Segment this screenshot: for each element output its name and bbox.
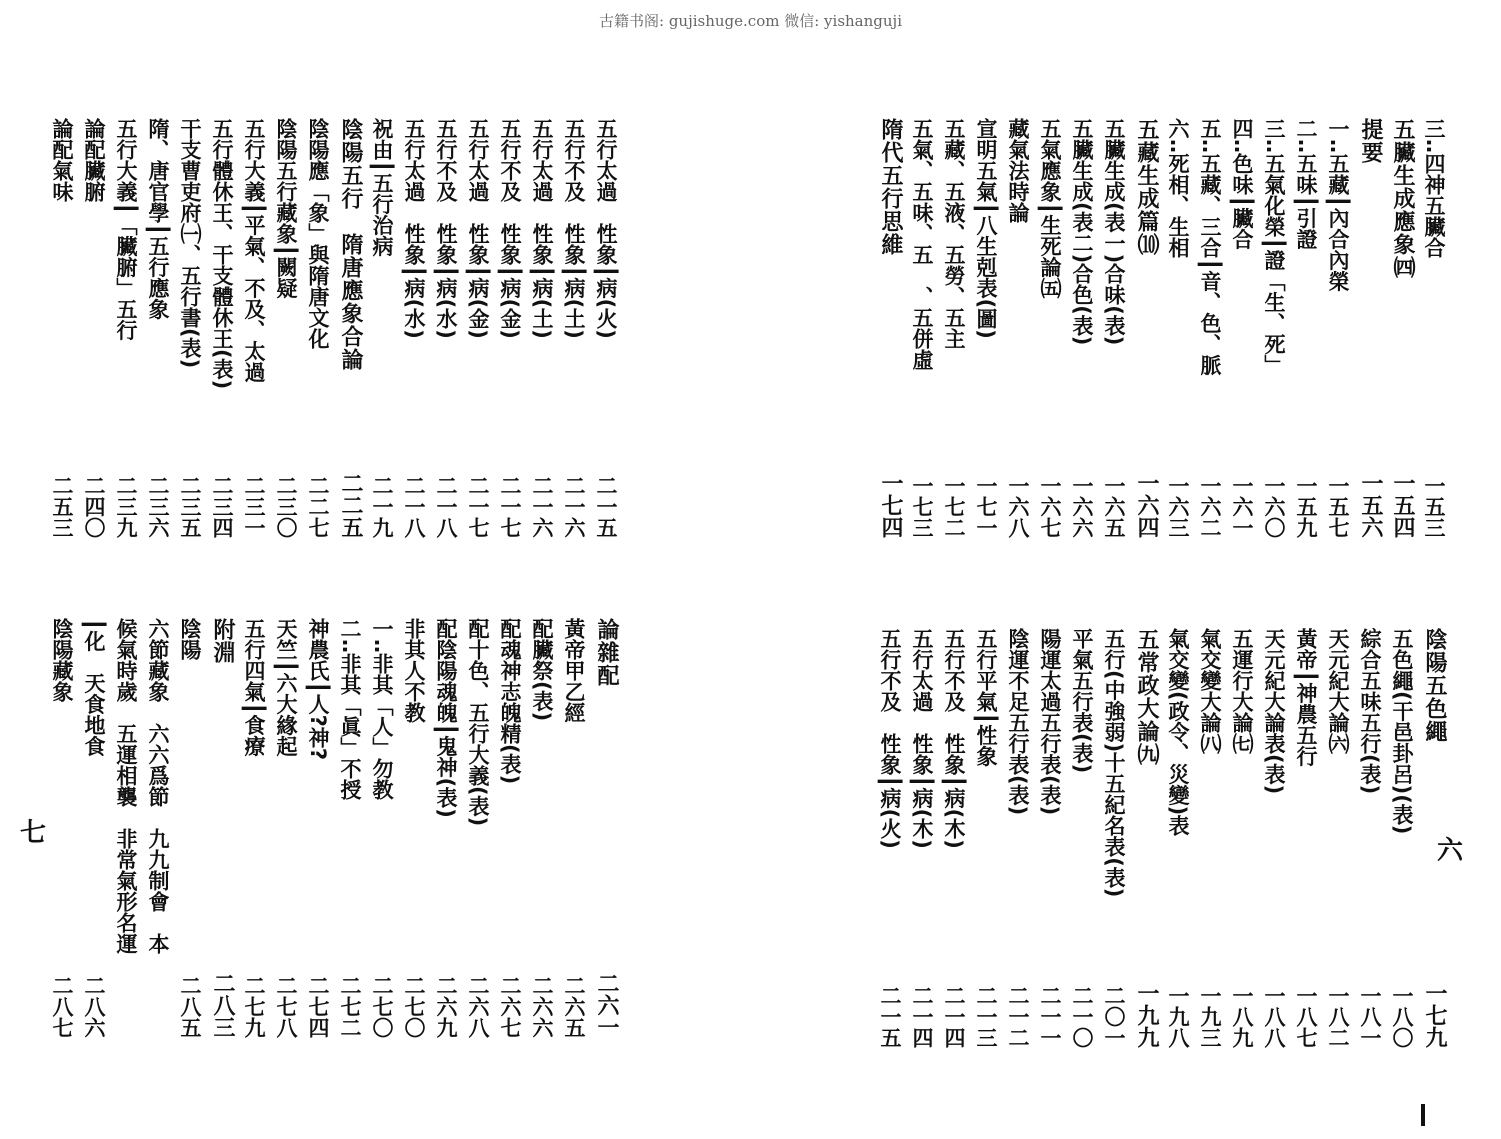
toc-entry-page: 二七九: [242, 975, 266, 1038]
toc-entry-title: 藏氣法時論: [1006, 118, 1030, 223]
toc-entry: [302, 618, 334, 1038]
toc-entry-title: 隋代五行思維: [878, 118, 903, 256]
toc-entry-title: 四‥色味┃臟合: [1230, 118, 1254, 250]
toc-entry: [1226, 118, 1258, 538]
toc-entry-title: 五行太過 性象┃病(金): [466, 118, 490, 339]
toc-entry-title: 五氣、五味、五 、五併虛: [910, 118, 934, 370]
toc-entry: [430, 118, 462, 538]
toc-entry-page: 一九三: [1198, 985, 1222, 1048]
toc-entry: [366, 618, 398, 1038]
toc-entry-page: 一六〇: [1262, 475, 1286, 538]
toc-entry: [270, 118, 302, 538]
toc-entry: [558, 618, 590, 1038]
toc-entry-page: 二一二: [1006, 985, 1030, 1048]
toc-entry-title: 五行四氣┃食療: [242, 618, 266, 757]
toc-entry-page: 二三五: [178, 475, 202, 538]
toc-entry: [1354, 628, 1386, 1048]
toc-entry-page: 一六二: [1198, 475, 1222, 538]
toc-entry-title: 平氣五行表(表): [1070, 628, 1094, 774]
toc-entry: [1034, 628, 1066, 1048]
toc-entry-page: 二一八: [434, 475, 458, 538]
toc-entry-title: 五‥五藏、三合┃音、色、脈: [1198, 118, 1222, 376]
toc-entry: [970, 118, 1002, 538]
toc-entry-title: 五行(中強弱)十五紀名表(表): [1102, 628, 1126, 898]
toc-entry: [1034, 118, 1066, 538]
toc-entry-title: 陽運太過五行表(表): [1038, 628, 1062, 816]
toc-entry-title: 五行大義┃平氣、不及、太過: [242, 118, 266, 383]
toc-entry-page: 一七四: [878, 472, 903, 538]
toc-entry-page: 二八七: [50, 975, 74, 1038]
toc-entry-page: 二三六: [146, 475, 170, 538]
toc-entry: [526, 118, 558, 538]
toc-entry-page: 一九八: [1166, 985, 1190, 1048]
toc-left-bottom: [46, 618, 622, 1038]
toc-entry-title: 隋、唐官學┃五行應象: [146, 118, 170, 320]
toc-entry-title: 配魂神志魄精(表): [498, 618, 522, 785]
toc-entry: [46, 618, 78, 1038]
toc-entry: [270, 618, 302, 1038]
toc-entry-title: 五運行大論㈦: [1230, 628, 1254, 754]
toc-entry: [1322, 118, 1354, 538]
toc-entry-page: 二八六: [82, 975, 106, 1038]
toc-entry-page: 二一〇: [1070, 985, 1094, 1048]
toc-entry: [1002, 628, 1034, 1048]
toc-entry-title: 天元紀大論表(表): [1262, 628, 1286, 795]
toc-entry-page: 一八〇: [1390, 985, 1414, 1048]
toc-entry-title: 黃帝┃神農五行: [1294, 628, 1318, 767]
toc-entry-title: 論雜配: [594, 618, 619, 687]
toc-entry: [526, 618, 558, 1038]
toc-entry-title: 五行太過 性象┃病(火): [594, 118, 618, 339]
toc-entry: [238, 118, 270, 538]
toc-entry: [110, 618, 142, 1038]
toc-entry: [1098, 628, 1130, 1048]
toc-entry-page: 一五九: [1294, 475, 1318, 538]
toc-entry-page: 一五七: [1326, 475, 1350, 538]
toc-entry-page: 一六六: [1070, 475, 1094, 538]
toc-entry: [462, 618, 494, 1038]
toc-entry-page: 二七八: [274, 975, 298, 1038]
toc-entry-title: 論配臟腑: [82, 118, 106, 202]
toc-entry-page: 一六三: [1166, 475, 1190, 538]
toc-entry-page: 一六一: [1230, 475, 1254, 538]
toc-entry: [238, 618, 270, 1038]
toc-entry-page: 二六九: [434, 975, 458, 1038]
toc-entry-title: 五臟生成應象㈣: [1390, 118, 1415, 279]
toc-entry-page: 二六五: [562, 975, 586, 1038]
toc-entry-title: 候氣時歲 五運相襲 非常氣形名運: [114, 618, 138, 954]
page-number-left: 七: [20, 818, 47, 848]
toc-entry: [938, 628, 970, 1048]
toc-entry-title: 論配氣味: [50, 118, 74, 202]
toc-entry-title: 五行太過 性象┃病(水): [402, 118, 426, 339]
toc-entry-page: 二七〇: [402, 975, 426, 1038]
toc-entry-page: 二七〇: [370, 975, 394, 1038]
toc-entry-page: 二一六: [562, 475, 586, 538]
toc-entry: [206, 118, 238, 538]
toc-entry-title: 非其人不教: [402, 618, 426, 723]
toc-entry: [1194, 628, 1226, 1048]
toc-entry-page: 二一四: [942, 985, 966, 1048]
toc-entry-title: 陰陽藏象: [50, 618, 74, 702]
toc-entry-page: 一八八: [1262, 985, 1286, 1048]
toc-entry-title: 五行不及 性象┃病(木): [942, 628, 966, 849]
toc-left-top: [46, 118, 622, 538]
toc-entry-page: 二六七: [498, 975, 522, 1038]
toc-entry: [110, 118, 142, 538]
toc-entry: [398, 118, 430, 538]
toc-entry-title: 五行不及 性象┃病(水): [434, 118, 458, 339]
toc-entry-page: 二一八: [402, 475, 426, 538]
toc-entry-page: 二六一: [594, 972, 619, 1038]
toc-entry: [1226, 628, 1258, 1048]
toc-entry: [1258, 628, 1290, 1048]
toc-entry-page: 一六八: [1006, 475, 1030, 538]
toc-entry-title: 陰陽: [178, 618, 202, 660]
toc-entry: [1194, 118, 1226, 538]
toc-entry: [1322, 628, 1354, 1048]
toc-entry-page: 二三九: [114, 475, 138, 538]
toc-right-bottom: [874, 628, 1450, 1048]
toc-entry: [1162, 118, 1194, 538]
toc-entry: [78, 118, 110, 538]
toc-entry: [1098, 118, 1130, 538]
toc-entry: [1290, 628, 1322, 1048]
toc-entry-page: 二六八: [466, 975, 490, 1038]
toc-entry-title: 二‥五味┃引證: [1294, 118, 1318, 250]
toc-entry-page: 一七一: [974, 475, 998, 538]
toc-entry-title: 陰陽五色繩: [1422, 628, 1447, 743]
toc-entry-page: 二一一: [1038, 985, 1062, 1048]
toc-entry-title: 五行太過 性象┃病(土): [530, 118, 554, 339]
toc-entry: [1066, 628, 1098, 1048]
toc-entry-title: 五臟生成(表一)合味(表): [1102, 118, 1126, 346]
toc-entry-page: 二三四: [210, 475, 234, 538]
toc-entry: [1130, 628, 1162, 1048]
toc-entry-title: 一‥五藏┃內合內榮: [1326, 118, 1350, 292]
toc-entry-title: 六節藏象 六六爲節 九九制會 本: [146, 618, 170, 954]
toc-entry-title: 五行不及 性象┃病(火): [878, 628, 902, 849]
toc-right-top: [874, 118, 1450, 538]
toc-entry-page: 二四〇: [82, 475, 106, 538]
page-edge-mark: [1421, 1104, 1425, 1126]
toc-entry-page: 一八一: [1358, 985, 1382, 1048]
toc-entry: [558, 118, 590, 538]
toc-entry-page: 二七二: [338, 975, 362, 1038]
toc-entry-page: 一八七: [1294, 985, 1318, 1048]
toc-entry-page: 二一三: [974, 985, 998, 1048]
toc-entry-title: 五行太過 性象┃病(木): [910, 628, 934, 849]
toc-entry-title: 五藏生成篇⑽: [1134, 118, 1159, 256]
toc-entry: [494, 618, 526, 1038]
toc-entry: [142, 118, 174, 538]
toc-entry-page: 二五三: [50, 475, 74, 538]
toc-entry: [1130, 118, 1162, 538]
toc-entry: [590, 618, 622, 1038]
toc-entry-title: 六‥死相、生相: [1166, 118, 1190, 259]
toc-entry-page: 一七三: [910, 475, 934, 538]
toc-entry-page: 二二五: [338, 472, 363, 538]
toc-entry-page: 一八二: [1326, 985, 1350, 1048]
toc-entry-title: 五色繩(干邑卦呂)(表): [1390, 628, 1414, 835]
toc-entry-page: 二三〇: [274, 475, 298, 538]
toc-entry: [874, 118, 906, 538]
toc-entry: [1066, 118, 1098, 538]
toc-entry-page: 二一六: [530, 475, 554, 538]
toc-entry: [494, 118, 526, 538]
toc-entry-title: 五行平氣┃性象: [974, 628, 998, 767]
toc-entry-page: 二一四: [910, 985, 934, 1048]
toc-entry-title: 氣交變大論㈧: [1198, 628, 1222, 754]
toc-entry-title: 陰陽五行藏象┃闕疑: [274, 118, 298, 299]
toc-entry-title: 神農氏┃人?神?: [306, 618, 330, 761]
toc-entry: [1354, 118, 1386, 538]
toc-entry-title: 氣交變(政令、災變)表: [1166, 628, 1190, 837]
toc-entry-title: 配十色、五行大義(表): [466, 618, 490, 827]
toc-entry: [1386, 628, 1418, 1048]
toc-entry: [1002, 118, 1034, 538]
toc-entry-title: 附淵: [210, 618, 235, 664]
toc-entry-title: 三‥四神五臟合: [1422, 118, 1446, 259]
toc-entry-page: 一七九: [1422, 982, 1447, 1048]
toc-entry: [462, 118, 494, 538]
toc-entry-title: 五臟生成(表二)合色(表): [1070, 118, 1094, 346]
toc-entry: [874, 628, 906, 1048]
toc-entry: [334, 618, 366, 1038]
toc-entry: [1258, 118, 1290, 538]
toc-entry-page: 二一五: [594, 475, 618, 538]
toc-entry-title: 配陰陽魂魄┃鬼神(表): [434, 618, 458, 818]
page-number-right: 六: [1437, 836, 1464, 866]
toc-entry-title: 陰陽五行 隋唐應象合論: [338, 118, 363, 371]
toc-entry-page: 二八三: [210, 972, 235, 1038]
toc-entry-title: 五藏、五液、五勞、五主: [942, 118, 966, 349]
toc-entry-title: 五行大義┃「臟腑」五行: [114, 118, 138, 341]
toc-entry-title: 五氣應象┃生死論㈤: [1038, 118, 1062, 299]
toc-entry-page: 二一七: [498, 475, 522, 538]
toc-entry: [590, 118, 622, 538]
toc-entry: [334, 118, 366, 538]
toc-entry: [302, 118, 334, 538]
toc-entry-page: 二一五: [878, 985, 902, 1048]
toc-entry-title: 陰運不足五行表(表): [1006, 628, 1030, 816]
toc-entry: [1386, 118, 1418, 538]
toc-entry: [1418, 118, 1450, 538]
toc-entry-page: 一六七: [1038, 475, 1062, 538]
toc-entry-page: 二〇一: [1102, 985, 1126, 1048]
toc-entry-page: 二二七: [306, 475, 330, 538]
toc-entry: [78, 618, 110, 1038]
toc-entry-page: 一五三: [1422, 475, 1446, 538]
toc-entry-page: 二六六: [530, 975, 554, 1038]
toc-entry: [174, 118, 206, 538]
toc-entry-page: 一八九: [1230, 985, 1254, 1048]
toc-entry-title: 五行不及 性象┃病(土): [562, 118, 586, 339]
toc-entry-page: 二一九: [370, 475, 394, 538]
toc-entry-page: 一六五: [1102, 475, 1126, 538]
toc-entry-page: 一五四: [1390, 472, 1415, 538]
toc-entry-page: 二一七: [466, 475, 490, 538]
toc-entry-title: 天元紀大論㈥: [1326, 628, 1350, 754]
toc-entry-title: 黃帝甲乙經: [562, 618, 586, 723]
toc-entry-title: 三‥五氣化榮┃證「生、死」: [1262, 118, 1286, 376]
toc-entry-title: ┃化 天食地食: [82, 618, 106, 757]
toc-entry: [46, 118, 78, 538]
toc-entry-page: 二八五: [178, 975, 202, 1038]
toc-entry-page: 一七二: [942, 475, 966, 538]
toc-entry-title: 配臟祭(表): [530, 618, 554, 722]
toc-entry-page: 二七四: [306, 975, 330, 1038]
watermark: 古籍书阁: gujishuge.com 微信: yishanguji: [599, 12, 902, 30]
toc-entry: [142, 618, 174, 1038]
toc-entry: [1290, 118, 1322, 538]
toc-entry-title: 宣明五氣┃八生剋表(圖): [974, 118, 998, 339]
toc-entry-title: 提要: [1358, 118, 1383, 164]
toc-entry-title: 祝由┃五行治病: [370, 118, 394, 257]
toc-entry-title: 二‥非其「眞」不授: [338, 618, 362, 801]
toc-entry-page: 一五六: [1358, 472, 1383, 538]
toc-entry: [206, 618, 238, 1038]
toc-entry: [970, 628, 1002, 1048]
toc-entry-title: 一‥非其「人」勿教: [370, 618, 394, 801]
toc-entry-title: 五常政大論㈨: [1134, 628, 1159, 766]
toc-entry-page: 一六四: [1134, 472, 1159, 538]
toc-entry: [1162, 628, 1194, 1048]
toc-entry-page: 二三一: [242, 475, 266, 538]
toc-entry-title: 陰陽應「象」與隋唐文化: [306, 118, 330, 349]
toc-entry: [174, 618, 206, 1038]
toc-entry: [366, 118, 398, 538]
toc-entry-title: 五行不及 性象┃病(金): [498, 118, 522, 339]
toc-entry-title: 天竺┃六大緣起: [274, 618, 298, 757]
toc-entry-page: 一九九: [1134, 982, 1159, 1048]
toc-entry: [430, 618, 462, 1038]
toc-entry: [938, 118, 970, 538]
toc-entry-title: 干支曹吏府㈠、五行書(表): [178, 118, 202, 369]
toc-entry-title: 五行體休王、干支體休王(表): [210, 118, 234, 390]
toc-entry: [398, 618, 430, 1038]
toc-entry-title: 綜合五味五行(表): [1358, 628, 1382, 795]
toc-entry: [906, 628, 938, 1048]
toc-entry: [906, 118, 938, 538]
